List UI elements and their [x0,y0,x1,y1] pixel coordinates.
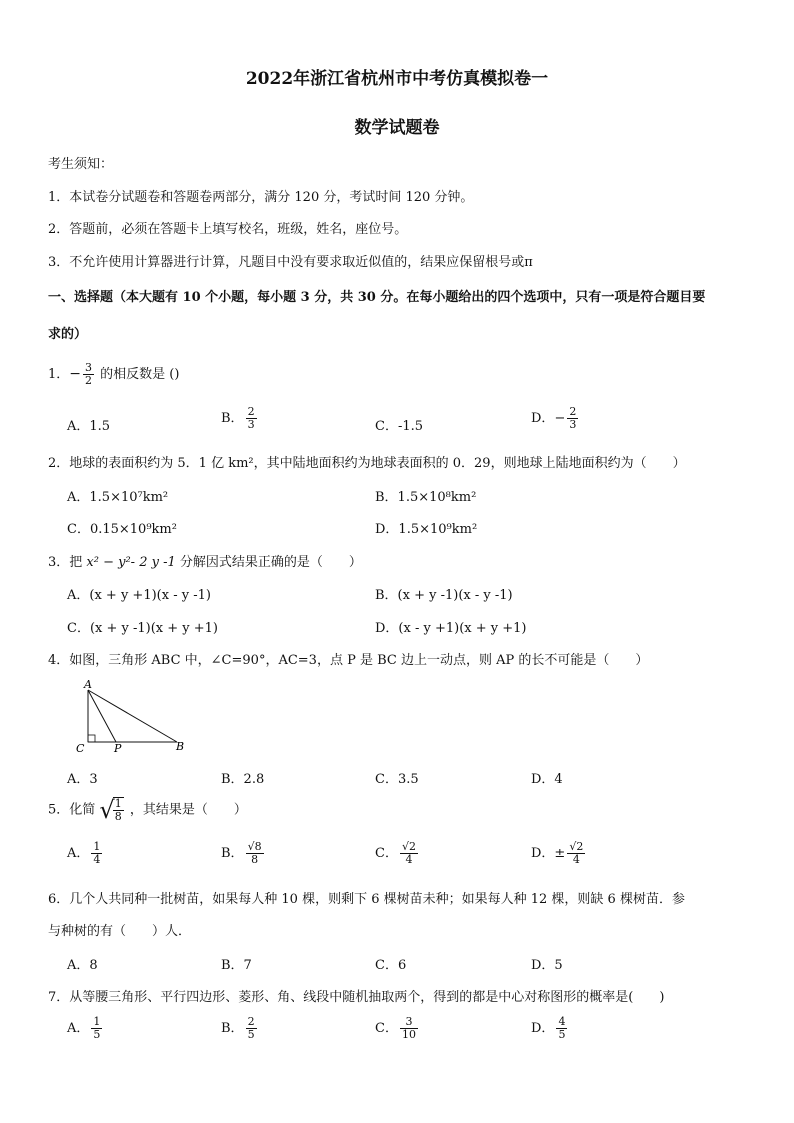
q6-option-a[interactable]: A．8 [67,958,98,973]
fraction: $\frac{3}{2}$ [85,361,93,387]
q7-option-a[interactable]: A． $\frac{1}{5}$ [67,1015,101,1041]
q3-option-d[interactable]: D．(x - y +1)(x + y +1) [375,621,527,636]
point-p-label: P [114,742,122,755]
notice-heading: 考生须知： [48,157,114,172]
q4-option-c[interactable]: C．3.5 [375,772,419,787]
q5-option-a[interactable]: A． $\frac{1}{4}$ [67,840,101,866]
question-6: 6．几个人共同种一批树苗，如果每人种 10 棵，则剩下 6 棵树苗未种；如果每人种 12 棵，则缺 6 棵树苗．参 [48,892,685,907]
q1-option-d[interactable]: D．− $\frac{2}{3}$ [531,405,577,431]
q3-option-a[interactable]: A．(x + y +1)(x - y -1) [67,588,211,603]
question-7: 7．从等腰三角形、平行四边形、菱形、角、线段中随机抽取两个，得到的都是中心对称图形的概率是( ) [48,990,665,1005]
radical-expression: √ $\frac{1}{8}$ [99,796,122,824]
vertex-b-label: B [176,740,185,753]
question-6-cont: 与种树的有（ ）人． [48,924,192,939]
question-2: 2．地球的表面积约为 5．1 亿 km²，其中陆地面积约为地球表面积的 0．29，则地球上陆地面积约为（ ） [48,456,686,471]
q6-option-b[interactable]: B．7 [221,958,252,973]
q4-option-b[interactable]: B．2.8 [221,772,265,787]
q2-option-d[interactable]: D．1.5×10⁹km² [375,522,478,537]
q2-option-b[interactable]: B．1.5×10⁸km² [375,490,477,505]
expression: x² − y²- 2 y -1 [86,555,176,570]
notice-item-2: 2．答题前，必须在答题卡上填写校名，班级，姓名，座位号。 [48,222,408,237]
q2-option-c[interactable]: C．0.15×10⁹km² [67,522,177,537]
section-heading: 一、选择题（本大题有 10 个小题，每小题 3 分，共 30 分。在每小题给出的四个选项中，只有一项是符合题目要 [48,290,706,305]
vertex-c-label: C [76,742,85,755]
triangle-figure [70,678,200,756]
question-3: 3．把 x² − y²- 2 y -1 分解因式结果正确的是（ ） [48,555,362,570]
question-text: 的相反数是 () [100,367,180,382]
q7-option-d[interactable]: D． $\frac{4}{5}$ [531,1015,566,1041]
q1-option-c[interactable]: C．-1.5 [375,419,424,434]
notice-item-1: 1．本试卷分试题卷和答题卷两部分，满分 120 分，考试时间 120 分钟。 [48,190,474,205]
q2-option-a[interactable]: A．1.5×10⁷km² [67,490,169,505]
notice-item-3: 3．不允许使用计算器进行计算，凡题目中没有要求取近似值的，结果应保留根号或π [48,255,533,270]
question-number: 1． [48,367,70,382]
question-1: 1．− $\frac{3}{2}$ 的相反数是 () [48,361,180,387]
q6-option-d[interactable]: D．5 [531,958,563,973]
question-4: 4．如图，三角形 ABC 中，∠C=90°，AC=3，点 P 是 BC 边上一动点，则 AP 的长不可能是（ ） [48,653,649,668]
q7-option-c[interactable]: C． $\frac{3}{10}$ [375,1015,416,1041]
q5-option-d[interactable]: D．± $\frac{√2}{4}$ [531,840,584,866]
exam-subtitle: 数学试题卷 [354,118,440,138]
vertex-a-label: A [84,678,92,691]
q6-option-c[interactable]: C．6 [375,958,407,973]
q1-option-b[interactable]: B． $\frac{2}{3}$ [221,405,255,431]
q3-option-b[interactable]: B．(x + y -1)(x - y -1) [375,588,513,603]
q3-option-c[interactable]: C．(x + y -1)(x + y +1) [67,621,218,636]
exam-title: 2022年浙江省杭州市中考仿真模拟卷一 [245,69,549,89]
q4-option-d[interactable]: D．4 [531,772,563,787]
q1-option-a[interactable]: A．1.5 [67,419,111,434]
section-heading-cont: 求的） [48,327,88,342]
question-5: 5．化简 √ $\frac{1}{8}$ ，其结果是（ ） [48,796,247,824]
q5-option-b[interactable]: B． $\frac{√8}{8}$ [221,840,262,866]
q7-option-b[interactable]: B． $\frac{2}{5}$ [221,1015,255,1041]
q5-option-c[interactable]: C． $\frac{√2}{4}$ [375,840,416,866]
q4-option-a[interactable]: A．3 [67,772,98,787]
